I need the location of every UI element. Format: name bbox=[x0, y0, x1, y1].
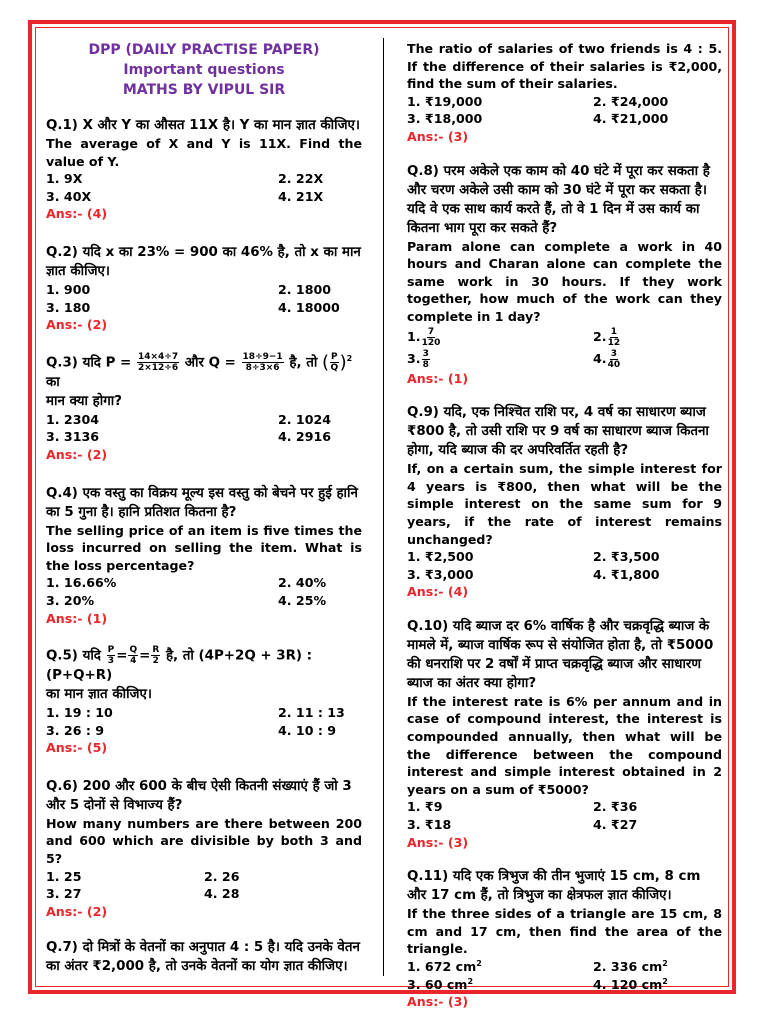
question-hindi bbox=[46, 352, 362, 411]
option: 2. 1800 bbox=[278, 281, 331, 297]
option: 3. 26 : 9 bbox=[46, 722, 105, 738]
question-english: If the interest rate is 6% per annum and in case of compound interest, the interest is compounded annually, then what will be the difference between the compound interest and simple interest obtained in 2 years on a sum of ₹5000? bbox=[407, 693, 722, 797]
fraction-denominator: 2×12÷6 bbox=[137, 362, 179, 373]
options bbox=[407, 798, 722, 833]
option bbox=[593, 958, 722, 976]
option-label: 4. bbox=[593, 350, 607, 366]
options bbox=[407, 93, 722, 128]
fraction-p bbox=[137, 352, 179, 373]
option: 3. 20% bbox=[46, 592, 95, 608]
q5-prefix: Q.5) यदि bbox=[46, 648, 101, 664]
option-label: 3. bbox=[407, 350, 421, 366]
option: 4. 28 bbox=[204, 886, 240, 902]
options bbox=[407, 548, 722, 583]
q3-and: और Q = bbox=[184, 355, 236, 371]
paper-header bbox=[46, 40, 362, 100]
superscript: 2 bbox=[662, 958, 668, 968]
question-4 bbox=[46, 484, 362, 628]
option: 4. ₹27 bbox=[593, 817, 638, 833]
superscript: 2 bbox=[467, 976, 474, 986]
question-7-hindi bbox=[46, 938, 362, 976]
option: 2. 1024 bbox=[278, 411, 331, 427]
q3-mid: है, तो bbox=[289, 355, 318, 371]
fraction-denominator: 2 bbox=[152, 656, 159, 667]
answer: Ans:- (2) bbox=[46, 903, 108, 919]
fraction-denominator: 3 bbox=[107, 656, 115, 667]
option bbox=[593, 326, 722, 348]
fraction-p-3 bbox=[107, 645, 116, 666]
right-column bbox=[407, 40, 722, 1011]
options bbox=[46, 868, 362, 903]
fraction-r-2 bbox=[151, 645, 160, 666]
option bbox=[593, 348, 722, 370]
option: 1. 19 : 10 bbox=[46, 705, 113, 721]
question-english: The ratio of salaries of two friends is 4 : 5. If the difference of their salaries is ₹2,000, find the sum of their salaries. bbox=[407, 41, 722, 92]
option: 1. ₹19,000 bbox=[407, 93, 483, 109]
q3-suffix: का bbox=[46, 374, 60, 390]
fraction-numerator: 3 bbox=[422, 348, 429, 359]
answer: Ans:- (4) bbox=[46, 206, 108, 222]
option: 2. 26 bbox=[204, 868, 240, 884]
option bbox=[407, 326, 593, 348]
fraction-denominator: 8 bbox=[422, 359, 429, 370]
fraction-numerator: 18÷9−1 bbox=[242, 351, 283, 362]
options bbox=[407, 326, 722, 370]
answer: Ans:- (3) bbox=[407, 834, 469, 850]
options bbox=[46, 281, 362, 316]
q5-line2: का मान ज्ञात कीजिए। bbox=[46, 687, 152, 703]
option-text: 1. 672 cm bbox=[407, 959, 477, 974]
options bbox=[407, 958, 722, 993]
option-label: 2. bbox=[593, 328, 607, 344]
superscript: 2 bbox=[476, 958, 482, 968]
option: 2. 22X bbox=[278, 171, 324, 187]
q5-suffix: है, तो (4P+2Q + 3R) : (P+Q+R) bbox=[46, 648, 313, 684]
option: 1. 16.66% bbox=[46, 575, 117, 591]
option: 1. ₹9 bbox=[407, 799, 443, 815]
question-english: The selling price of an item is five times the loss incurred on selling the item. What is the loss percentage? bbox=[46, 522, 362, 573]
option: 1. 9X bbox=[46, 171, 83, 187]
option: 4. 10 : 9 bbox=[278, 722, 337, 738]
option bbox=[407, 976, 593, 994]
fraction-q bbox=[242, 352, 284, 373]
option: 3. 40X bbox=[46, 188, 92, 204]
option: 1. 2304 bbox=[46, 411, 99, 427]
column-divider bbox=[383, 38, 384, 976]
option: 2. 40% bbox=[278, 575, 327, 591]
question-1 bbox=[46, 116, 362, 223]
question-10 bbox=[407, 617, 722, 851]
option-text: 4. 120 cm bbox=[593, 976, 663, 992]
question-hindi: Q.8) परम अकेले एक काम को 40 घंटे में पूरा कर सकता है और चरण अकेले उसी काम को 30 घंटे में पूरा कर सकता है। यदि वे एक साथ कार्य करते हैं, तो वे 1 दिन में उस कार्य का कितना भाग पूरा कर सकते हैं? bbox=[407, 163, 710, 236]
fraction-q-4 bbox=[128, 645, 138, 666]
option: 2. ₹3,500 bbox=[593, 549, 660, 565]
question-hindi: Q.5) यदि $\frac{P}{3}$ = $\frac{Q}{4}$ = $\frac{R}{2}$ है, तो (4P+2Q + 3R) : (P+Q+R) का मान ज्ञात कीजिए। bbox=[46, 645, 362, 704]
answer: Ans:- (1) bbox=[407, 370, 469, 386]
options bbox=[46, 704, 362, 739]
answer: Ans:- (4) bbox=[407, 584, 469, 600]
option: 4. 2916 bbox=[278, 429, 331, 445]
option: 3. 27 bbox=[46, 886, 82, 902]
option bbox=[593, 976, 722, 994]
question-english: If, on a certain sum, the simple interest for 4 years is ₹800, then what will be the simple interest on the same sum for 9 years, if the rate of interest remains unchanged? bbox=[407, 461, 722, 547]
fraction-numerator: 1 bbox=[610, 326, 617, 337]
question-11 bbox=[407, 867, 722, 1011]
option: 2. ₹24,000 bbox=[593, 93, 669, 109]
option: 3. ₹3,000 bbox=[407, 566, 474, 582]
question-hindi: Q.1) X और Y का औसत 11X है। Y का मान ज्ञात कीजिए। bbox=[46, 118, 361, 133]
header-title: DPP (DAILY PRACTISE PAPER) bbox=[88, 42, 320, 58]
fraction-denominator: 12 bbox=[607, 337, 621, 348]
question-hindi: Q.7) दो मित्रों के वेतनों का अनुपात 4 : 5 है। यदि उनके वेतन का अंतर ₹2,000 है, तो उनके वेतनों का योग ज्ञात कीजिए। bbox=[46, 940, 360, 975]
question-3 bbox=[46, 352, 362, 464]
open-paren: ( bbox=[322, 351, 330, 373]
question-6 bbox=[46, 777, 362, 921]
question-english: If the three sides of a triangle are 15 cm, 8 cm and 17 cm, then find the area of the triangle. bbox=[407, 906, 722, 957]
option: 2. 11 : 13 bbox=[278, 705, 345, 721]
question-5 bbox=[46, 645, 362, 757]
options bbox=[46, 170, 362, 205]
left-column bbox=[46, 40, 362, 976]
q3-prefix: Q.3) यदि P = bbox=[46, 355, 132, 371]
fraction bbox=[422, 349, 430, 370]
superscript: 2 bbox=[662, 976, 668, 986]
power: 2 bbox=[346, 353, 353, 363]
question-hindi: Q.2) यदि x का 23% = 900 का 46% है, तो x का मान ज्ञात कीजिए। bbox=[46, 244, 361, 279]
option: 4. ₹21,000 bbox=[593, 111, 669, 127]
option: 4. ₹1,800 bbox=[593, 566, 660, 582]
fraction-numerator: 14×4÷7 bbox=[137, 351, 179, 362]
question-hindi: Q.10) यदि ब्याज दर 6% वार्षिक है और चक्रवृद्धि ब्याज के मामले में, ब्याज वार्षिक रूप से संयोजित होता है, तो ₹5000 की धनराशि पर 2 वर्षों में प्राप्त चक्रवृद्धि ब्याज और साधारण ब्याज का अंतर क्या होगा? bbox=[407, 618, 714, 691]
question-hindi: Q.4) एक वस्तु का विक्रय मूल्य इस वस्तु को बेचने पर हुई हानि का 5 गुना है। हानि प्रतिशत कितना है? bbox=[46, 485, 358, 520]
question-7-continued bbox=[407, 40, 722, 146]
option-text: 2. 336 cm bbox=[593, 959, 663, 974]
question-2 bbox=[46, 243, 362, 334]
fraction-numerator: P bbox=[107, 645, 115, 656]
answer: Ans:- (5) bbox=[46, 740, 108, 756]
fraction-denominator: 8÷3×6 bbox=[245, 362, 280, 373]
question-english: The average of X and Y is 11X. Find the value of Y. bbox=[46, 136, 362, 169]
option: 1. 900 bbox=[46, 281, 91, 297]
answer: Ans:- (2) bbox=[46, 317, 108, 333]
option: 3. 3136 bbox=[46, 429, 99, 445]
option-label: 1. bbox=[407, 328, 421, 344]
options bbox=[46, 411, 362, 446]
option: 4. 25% bbox=[278, 592, 327, 608]
option: 3. 180 bbox=[46, 299, 91, 315]
fraction bbox=[608, 327, 621, 348]
fraction-denominator: 120 bbox=[421, 337, 441, 348]
close-paren: ) bbox=[339, 351, 347, 373]
fraction-p-over-q bbox=[330, 352, 339, 373]
option-text: 3. 60 cm bbox=[407, 976, 468, 992]
fraction-numerator: 3 bbox=[610, 348, 617, 359]
header-subtitle: Important questions bbox=[123, 62, 285, 78]
option bbox=[407, 958, 593, 976]
answer: Ans:- (1) bbox=[46, 610, 108, 626]
header-author: MATHS BY VIPUL SIR bbox=[122, 82, 286, 98]
question-hindi: Q.11) यदि एक त्रिभुज की तीन भुजाएं 15 cm, 8 cm और 17 cm हैं, तो त्रिभुज का क्षेत्रफल ज्ञात कीजिए। bbox=[407, 869, 701, 904]
fraction-numerator: P bbox=[331, 351, 338, 362]
fraction-denominator: Q bbox=[330, 362, 339, 373]
option: 1. ₹2,500 bbox=[407, 549, 474, 565]
question-english: Param alone can complete a work in 40 hours and Charan alone can complete the same work in 30 hours. If they work together, how much of the work can they complete in 1 day? bbox=[407, 238, 722, 324]
question-8 bbox=[407, 162, 722, 388]
fraction bbox=[608, 349, 621, 370]
fraction-numerator: R bbox=[152, 645, 160, 656]
question-hindi: Q.6) 200 और 600 के बीच ऐसी कितनी संख्याएं हैं जो 3 और 5 दोनों से विभाज्य हैं? bbox=[46, 778, 352, 813]
fraction bbox=[422, 327, 441, 348]
option bbox=[407, 348, 593, 370]
question-english: How many numbers are there between 200 and 600 which are divisible by both 3 and 5? bbox=[46, 815, 362, 867]
question-hindi: Q.9) यदि, एक निश्चित राशि पर, 4 वर्ष का साधारण ब्याज ₹800 है, तो उसी राशि पर 9 वर्ष का साधारण ब्याज कितना होगा, यदि ब्याज की दर अपरिवर्तित रहती है? bbox=[407, 405, 709, 459]
option: 2. ₹36 bbox=[593, 799, 638, 815]
answer: Ans:- (2) bbox=[46, 446, 108, 462]
fraction-denominator: 4 bbox=[130, 656, 137, 667]
fraction-denominator: 40 bbox=[607, 359, 621, 370]
answer: Ans:- (3) bbox=[407, 994, 469, 1010]
answer: Ans:- (3) bbox=[407, 128, 469, 144]
option: 1. 25 bbox=[46, 868, 82, 884]
fraction-numerator: Q bbox=[129, 645, 138, 656]
question-9 bbox=[407, 403, 722, 601]
q3-line2: मान क्या होगा? bbox=[46, 393, 122, 409]
options bbox=[46, 574, 362, 609]
option: 4. 21X bbox=[278, 188, 324, 204]
option: 3. ₹18,000 bbox=[407, 111, 483, 127]
option: 3. ₹18 bbox=[407, 817, 452, 833]
fraction-numerator: 7 bbox=[427, 326, 435, 337]
option: 4. 18000 bbox=[278, 299, 340, 315]
